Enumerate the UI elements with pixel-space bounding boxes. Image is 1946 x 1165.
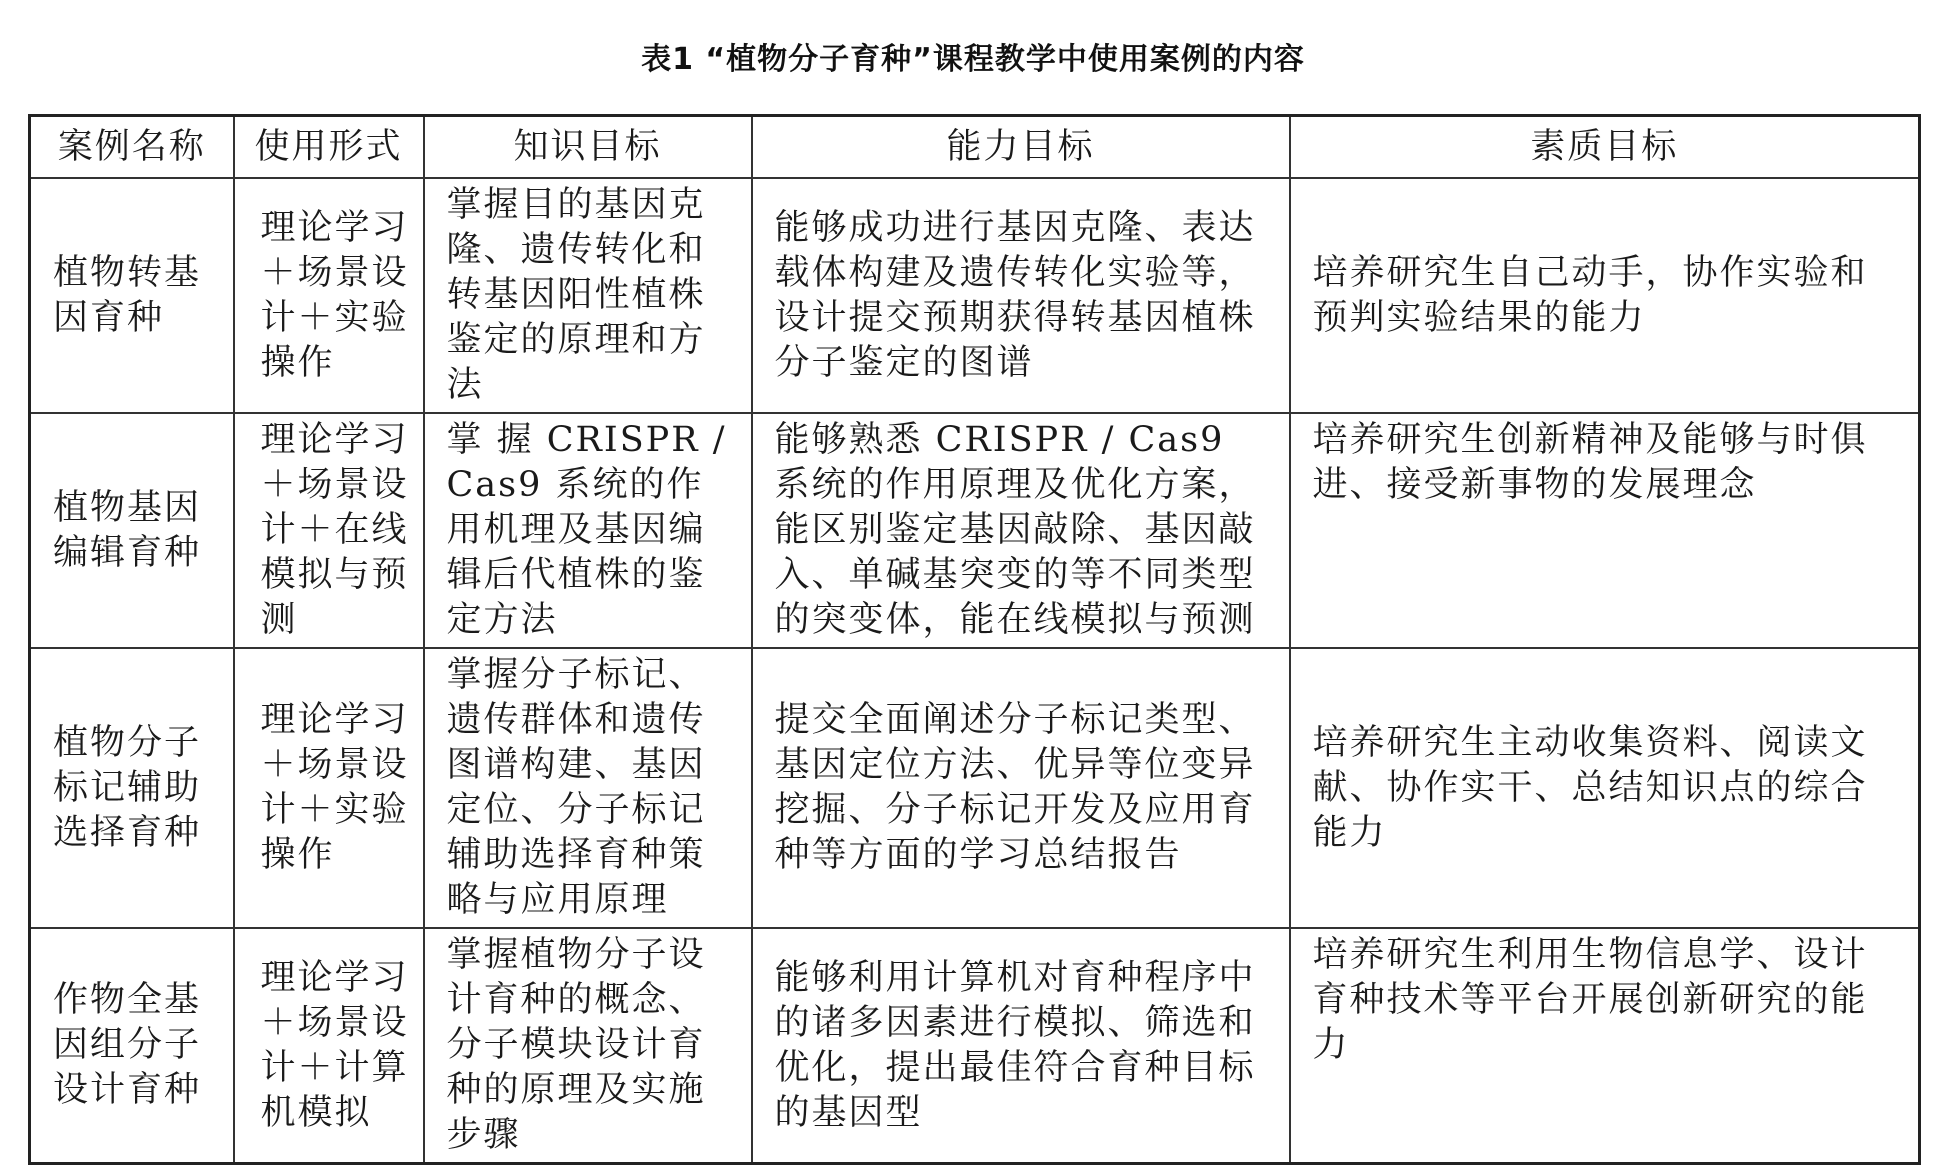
header-usage-form: 使用形式 <box>234 116 424 179</box>
case-name-cell: 作物全基因组分子设计育种 <box>30 928 234 1164</box>
table-caption: 表1 “植物分子育种”课程教学中使用案例的内容 <box>641 42 1305 77</box>
usage-form-cell: 理论学习＋场景设计＋在线模拟与预测 <box>234 413 424 648</box>
knowledge-goal-cell: 掌握目的基因克隆、遗传转化和转基因阳性植株鉴定的原理和方法 <box>424 178 752 413</box>
ability-goal-cell: 能够利用计算机对育种程序中的诸多因素进行模拟、筛选和优化，提出最佳符合育种目标的基因型 <box>752 928 1290 1164</box>
case-name-cell: 植物分子标记辅助选择育种 <box>30 648 234 928</box>
quality-goal-cell: 培养研究生主动收集资料、阅读文献、协作实干、总结知识点的综合能力 <box>1290 648 1920 928</box>
header-knowledge-goal: 知识目标 <box>424 116 752 179</box>
table-row <box>30 928 1920 1164</box>
usage-form-cell: 理论学习＋场景设计＋实验操作 <box>234 178 424 413</box>
quality-goal-cell: 培养研究生自己动手，协作实验和预判实验结果的能力 <box>1290 178 1920 413</box>
header-row <box>30 116 1920 179</box>
quality-goal-cell: 培养研究生创新精神及能够与时俱进、接受新事物的发展理念 <box>1290 413 1920 648</box>
ability-goal-cell: 能够成功进行基因克隆、表达载体构建及遗传转化实验等，设计提交预期获得转基因植株分子鉴定的图谱 <box>752 178 1290 413</box>
usage-form-cell: 理论学习＋场景设计＋实验操作 <box>234 648 424 928</box>
header-case-name: 案例名称 <box>30 116 234 179</box>
quality-goal-cell: 培养研究生利用生物信息学、设计育种技术等平台开展创新研究的能力 <box>1290 928 1920 1164</box>
header-quality-goal: 素质目标 <box>1290 116 1920 179</box>
case-table <box>28 114 1921 1165</box>
case-name-cell: 植物基因编辑育种 <box>30 413 234 648</box>
case-name-cell: 植物转基因育种 <box>30 178 234 413</box>
ability-goal-cell: 能够熟悉 CRISPR / Cas9 系统的作用原理及优化方案，能区别鉴定基因敲除、基因敲入、单碱基突变的等不同类型的突变体，能在线模拟与预测 <box>752 413 1290 648</box>
table-row <box>30 648 1920 928</box>
knowledge-goal-cell: 掌握植物分子设计育种的概念、分子模块设计育种的原理及实施步骤 <box>424 928 752 1164</box>
table-row <box>30 413 1920 648</box>
usage-form-cell: 理论学习＋场景设计＋计算机模拟 <box>234 928 424 1164</box>
header-ability-goal: 能力目标 <box>752 116 1290 179</box>
ability-goal-cell: 提交全面阐述分子标记类型、基因定位方法、优异等位变异挖掘、分子标记开发及应用育种等方面的学习总结报告 <box>752 648 1290 928</box>
knowledge-goal-cell: 掌 握 CRISPR / Cas9 系统的作用机理及基因编辑后代植株的鉴定方法 <box>424 413 752 648</box>
table-row <box>30 178 1920 413</box>
knowledge-goal-cell: 掌握分子标记、遗传群体和遗传图谱构建、基因定位、分子标记辅助选择育种策略与应用原理 <box>424 648 752 928</box>
